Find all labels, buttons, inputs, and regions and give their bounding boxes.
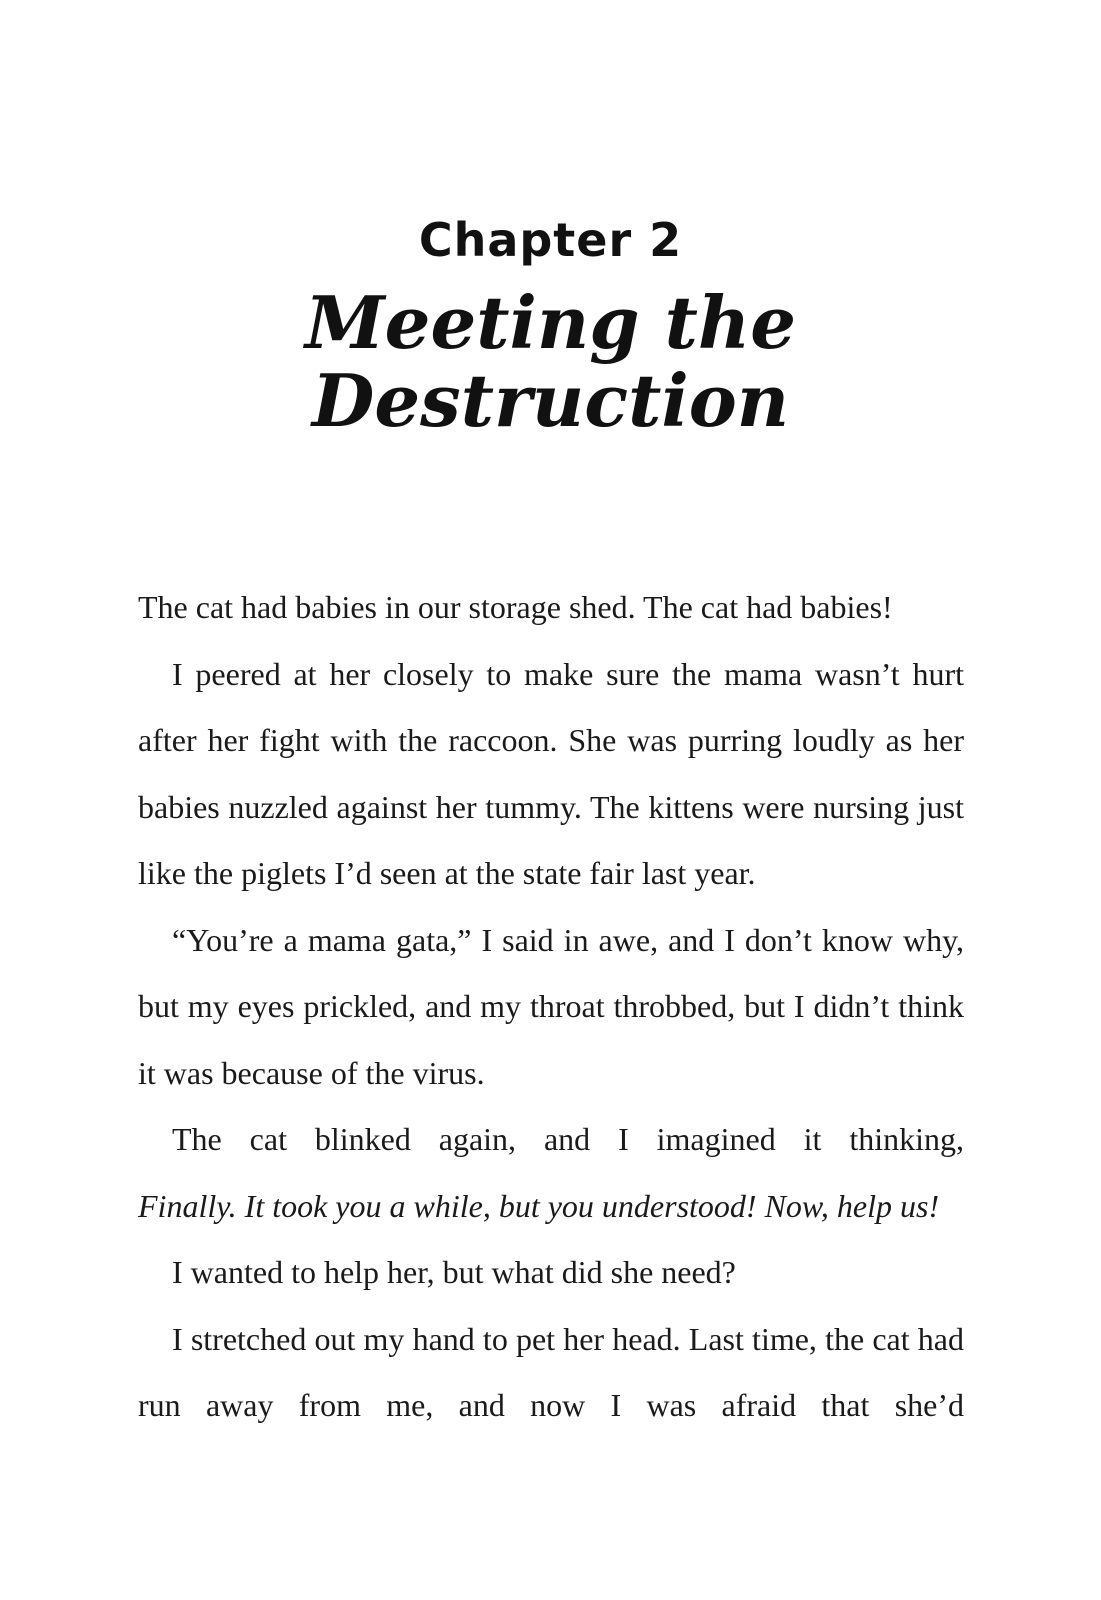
- paragraph: I stretched out my hand to pet her head. Last time, the cat had run away from me, and now I was afraid that she’d: [138, 1320, 964, 1423]
- paragraph: “You’re a mama gata,” I said in awe, and I don’t know why, but my eyes prickled, and my throat throbbed, but I didn’t think it was because of the virus.: [138, 921, 964, 1091]
- chapter-title-line-2: Destruction: [311, 358, 790, 443]
- paragraph: The cat had babies in our storage shed. The cat had babies!: [138, 589, 893, 625]
- paragraph-italic-thought: Finally. It took you a while, but you understood! Now, help us!: [138, 1187, 940, 1224]
- paragraph: The cat blinked again, and I imagined it thinking,: [172, 1121, 964, 1157]
- chapter-number: Chapter 2: [418, 213, 683, 267]
- paragraph: I peered at her closely to make sure the mama wasn’t hurt after her fight with the raccoon. She was purring loudly as her babies nuzzled against her tummy. The kittens were nursing just like the piglets I’d seen at the state fair last year.: [138, 655, 964, 891]
- chapter-title: [0, 280, 1101, 443]
- chapter-title-line-1: Meeting the: [304, 280, 797, 365]
- paragraph: I wanted to help her, but what did she need?: [172, 1254, 736, 1290]
- chapter-body: [138, 574, 964, 1439]
